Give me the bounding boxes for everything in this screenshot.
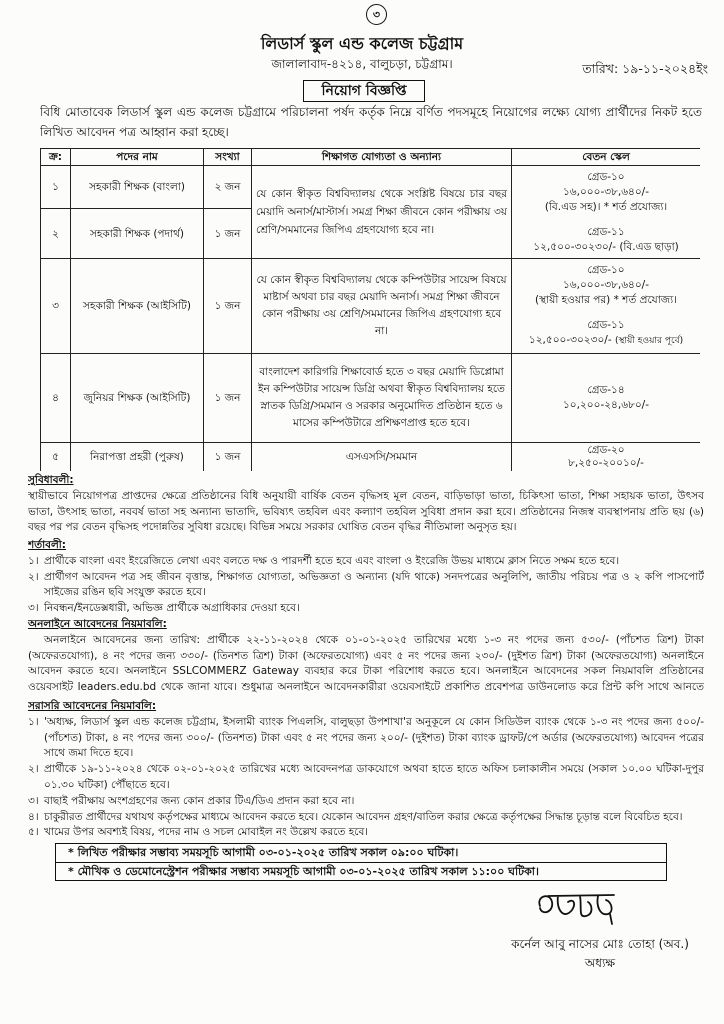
item-number: ১।	[28, 715, 39, 728]
posts-table-wrapper	[40, 148, 700, 471]
intro-paragraph: বিধি মোতাবেক লিডার্স স্কুল এন্ড কলেজ চট্টগ্রামে পরিচালনা পর্ষদ কর্তৃক নিম্নে বর্ণিত পদসমূহে নিয়োগের লক্ষ্যে যোগ্য প্রার্থীদের নিকট হতে লিখিত আবেদন পত্র আহ্বান করা হচ্ছে।	[40, 105, 702, 139]
benefits-section	[28, 473, 704, 537]
item-number: ২।	[28, 570, 39, 583]
salary-grade: গ্রেড-১০	[587, 264, 625, 276]
row-salary-scale	[512, 259, 701, 354]
list-item	[28, 794, 704, 810]
row-serial: ৩	[41, 259, 71, 354]
salary-option	[516, 318, 696, 349]
header-count: সংখ্যা	[204, 149, 252, 166]
signatory-name: কর্নেল আবু নাসের মোঃ তোহা (অব.)	[511, 937, 689, 951]
signatory-designation: অধ্যক্ষ	[584, 956, 616, 970]
benefits-heading: সুবিধাবলী:	[28, 474, 74, 486]
top-mark: ৩	[366, 4, 387, 25]
row-post-name: সহকারী শিক্ষক (আইসিটি)	[71, 259, 204, 354]
list-item	[28, 715, 704, 762]
item-text: প্রার্থীগণ আবেদন পত্র সহ জীবন বৃত্তান্ত, শিক্ষাগত যোগ্যতা, অভিজ্ঞতা ও অন্যান্য (যদি থাকে) সনদপত্রের অনুলিপি, জাতীয় পরিচয় পত্র ও ২ কপি পাসপোর্ট সাইজের রঙিন ছবি সংযুক্ত করতে হবে।	[44, 570, 704, 599]
item-text: প্রার্থীকে বাংলা এবং ইংরেজিতে লেখা এবং বলতে দক্ষ ও পারদর্শী হতে হবে এবং বাংলা ও ইংরেজি উভয় মাধ্যমে ক্লাস নিতে সক্ষম হতে হবে।	[44, 554, 620, 567]
salary-note: (বি.এড সহ)। * শর্ত প্রযোজ্য।	[544, 200, 668, 213]
item-text: নিবন্ধন/ইনডেক্সধারী, অভিজ্ঞ প্রার্থীকে অগ্রাধিকার দেওয়া হবে।	[44, 602, 300, 615]
item-number: ৩।	[28, 602, 39, 615]
item-number: ২।	[28, 763, 39, 776]
salary-grade: গ্রেড-১১	[587, 225, 625, 238]
row-serial: ৪	[41, 354, 71, 443]
salary-range: ১২,৫০০-৩০২৩০/-	[533, 240, 616, 253]
item-text: 'অধ্যক্ষ, লিডার্স স্কুল এন্ড কলেজ চট্টগ্রাম, ইসলামী ব্যাংক পিএলসি, বালুছড়া উপশাখা'র অনুকূলে যে কোন সিডিউল ব্যাংক থেকে ১-৩ নং পদের জন্য ৫০০/- (পাঁচশত) টাকা, ৪ নং পদের জন্য ৩০০/- (তিনশত) টাকা এবং ৫ নং পদের জন্য ২০০/- (দুইশত) টাকা ব্যাংক ড্রাফট/পে অর্ডার (অফেরতযোগ্য) আবেদন পত্রের সাথে জমা দিতে হবে।	[44, 715, 704, 760]
salary-note: (স্থায়ী হওয়ার পূর্বে)	[614, 336, 684, 346]
salary-option	[516, 170, 696, 215]
notice-date: তারিখ: ১৯-১১-২০২৪ইং	[582, 61, 708, 76]
row-post-name: সহকারী শিক্ষক (বাংলা)	[71, 166, 204, 209]
header-serial: ক্র:	[41, 149, 71, 166]
table-row	[41, 443, 701, 472]
salary-range: ১০,২০০-২৪,৬৮০/-	[562, 399, 650, 411]
salary-range: ৮,২৫০-২০০১০/-	[568, 457, 644, 469]
row-count: ১ জন	[204, 354, 252, 443]
row-serial: ১	[41, 166, 71, 209]
row-post-name: নিরাপত্তা প্রহরী (পুরুষ)	[71, 443, 204, 472]
salary-option	[516, 383, 696, 413]
conditions-section	[28, 538, 704, 617]
conditions-heading: শর্তাবলী:	[28, 539, 67, 551]
institution-address: জালালাবাদ-৪২১৪, বালুচড়া, চট্টগ্রাম।	[271, 57, 453, 71]
salary-option	[516, 263, 696, 308]
row-serial: ৫	[41, 443, 71, 472]
table-row	[41, 354, 701, 443]
signature	[528, 886, 628, 934]
item-number: ৩।	[28, 794, 39, 807]
online-rules-heading: অনলাইনে আবেদনের নিয়মাবলি:	[28, 618, 167, 630]
row-qualification: যে কোন স্বীকৃত বিশ্ববিদ্যালয় থেকে কম্পিউটার সায়েন্স বিষয়ে মাষ্টার্স অথবা চার বছর মেয়াদি অনার্স। সমগ্র শিক্ষা জীবনে কোন পরীক্ষায় ৩য় শ্রেণি/সমমানের জিপিএ গ্রহণযোগ্য হবে না।	[252, 259, 512, 354]
row-count: ১ জন	[204, 443, 252, 472]
list-item	[28, 762, 704, 794]
salary-note: (বি.এড ছাড়া)	[619, 240, 679, 253]
row-qualification: বাংলাদেশ কারিগরি শিক্ষাবোর্ড হতে ৩ বছর মেয়াদি ডিপ্লোমা ইন কম্পিউটার সায়েন্স ডিগ্রি অথবা স্বীকৃত বিশ্ববিদ্যালয় হতে স্নাতক ডিগ্রি/সমমান ও সরকার অনুমোদিত প্রতিষ্ঠান হতে ৬ মাসের কম্পিউটারে প্রশিক্ষণপ্রাপ্ত হতে হবে।	[252, 354, 512, 443]
institution-name: লিডার্স স্কুল এন্ড কলেজ চট্টগ্রাম	[260, 34, 464, 53]
row-salary-scale	[512, 443, 701, 472]
salary-range-line	[516, 333, 696, 349]
item-number: ৪।	[28, 810, 39, 823]
list-item	[28, 810, 704, 826]
row-post-name: সহকারী শিক্ষক (পদার্থ)	[71, 209, 204, 259]
table-row	[41, 166, 701, 209]
benefits-text: স্থায়ীভাবে নিয়োগপত্র প্রাপ্তদের ক্ষেত্রে প্রতিষ্ঠানের বিধি অনুযায়ী বার্ষিক বেতন বৃদ্ধিসহ মূল বেতন, বাড়িভাড়া ভাতা, চিকিৎসা ভাতা, শিক্ষা সহায়ক ভাতা, উৎসব ভাতা, উৎসাহ ভাতা, নববর্ষ ভাতা সহ অন্যান্য ভাতাদি, ভবিষ্যৎ তহবিল এবং কল্যাণ তহবিল সুবিধা প্রদান করা হবে। প্রতিষ্ঠানের নিজস্ব ব্যবস্থাপনায় প্রতি ছয় (৬) বছর পর পর বেতন বৃদ্ধিসহ পদোন্নতির সুবিধা রয়েছে। বিভিন্ন সময়ে সরকার ঘোষিত বেতন বৃদ্ধির নীতিমালা অনুসৃত হয়।	[28, 489, 704, 534]
item-text: প্রার্থীকে ১৯-১১-২০২৪ থেকে ০২-০১-২০২৫ তারিখের মধ্যে আবেদনপত্র ডাকযোগে অথবা হাতে হাতে অফিস চলাকালীন সময়ে (সকাল ১০.০০ ঘটিকা-দুপুর ০১.৩০ ঘটিকা) পৌঁছাতে হবে।	[44, 763, 704, 791]
row-count: ২ জন	[204, 166, 252, 209]
row-count: ১ জন	[204, 209, 252, 259]
salary-grade: গ্রেড-২০	[587, 444, 625, 456]
table-row	[41, 259, 701, 354]
salary-range-line	[516, 240, 696, 255]
item-text: খামের উপর অবশ্যই বিষয়, পদের নাম ও সচল মোবাইল নং উল্লেখ করতে হবে।	[44, 826, 369, 839]
posts-table	[40, 148, 700, 471]
header-qualification: শিক্ষাগত যোগ্যতা ও অন্যান্য	[252, 149, 512, 166]
viva-exam-schedule: * মৌখিক ও ডেমোনেস্ট্রেশন পরীক্ষার সম্ভাব্য সময়সূচি আগামী ০৩-০১-২০২৫ তারিখ সকাল ১১:০০ ঘটিকা।	[56, 862, 666, 881]
direct-rules-section	[28, 699, 704, 841]
salary-range: ১২,৫০০-৩০২৩০/-	[528, 334, 612, 346]
header-post-name: পদের নাম	[71, 149, 204, 166]
written-exam-schedule: * লিখিত পরীক্ষার সম্ভাব্য সময়সূচি আগামী ০৩-০১-২০২৫ তারিখ সকাল ০৯:০০ ঘটিকা।	[68, 846, 459, 859]
row-qualification: যে কোন স্বীকৃত বিশ্ববিদ্যালয় থেকে সংশ্লিষ্ট বিষয়ে চার বছর মেয়াদি অনার্স/মাস্টার্স। সমগ্র শিক্ষা জীবনে কোন পরীক্ষায় ৩য় শ্রেণি/সমমানের জিপিএ গ্রহণযোগ্য হবে না।	[252, 166, 512, 259]
salary-grade: গ্রেড-১১	[587, 319, 625, 331]
item-number: ১।	[28, 554, 39, 567]
list-item	[28, 554, 704, 570]
direct-rules-heading: সরাসরি আবেদনের নিয়মাবলি:	[28, 700, 157, 712]
notice-title: নিয়োগ বিজ্ঞপ্তি	[303, 80, 425, 102]
salary-option	[516, 444, 696, 470]
row-qualification: এসএসসি/সমমান	[252, 443, 512, 472]
item-text: চাকুরীরত প্রার্থীদের যথাযথ কর্তৃপক্ষের মাধ্যমে আবেদন করতে হবে। যেকোন আবেদন গ্রহণ/বাতিল করার ক্ষেত্রে কর্তৃপক্ষের সিদ্ধান্ত চূড়ান্ত বলে বিবেচিত হবে।	[44, 810, 683, 823]
salary-option	[516, 225, 696, 255]
list-item	[28, 570, 704, 602]
table-header-row	[41, 149, 701, 166]
row-count: ১ জন	[204, 259, 252, 354]
salary-grade: গ্রেড-১০	[587, 170, 625, 183]
list-item	[28, 825, 704, 841]
list-item	[28, 601, 704, 617]
row-salary-scale	[512, 166, 701, 259]
exam-schedule-box	[55, 843, 667, 881]
item-number: ৫।	[28, 826, 39, 839]
header-salary-scale: বেতন স্কেল	[512, 149, 701, 166]
salary-range: ১৬,০০০-৩৮,৬৪০/-	[562, 279, 650, 291]
online-rules-section	[28, 617, 704, 698]
online-rules-text: অনলাইনে আবেদনের জন্য তারিখ: প্রার্থীকে ২২-১১-২০২৪ থেকে ০১-০১-২০২৫ তারিখের মধ্যে ১-৩ নং পদের জন্য ৫৩০/- (পাঁচশত ত্রিশ) টাকা (অফেরতযোগ্য), ৪ নং পদের জন্য ৩৩০/- (তিনশত ত্রিশ) টাকা (অফেরতযোগ্য) এবং ৫ নং পদের জন্য ২৩০/- (দুইশত ত্রিশ) টাকা (অফেরতযোগ্য) অনলাইনে আবেদন করতে হবে। অনলাইনে SSLCOMMERZ Gateway ব্যবহার করে টাকা পরিশোধ করতে হবে। অনলাইনে আবেদনের সকল নিয়মাবলি প্রতিষ্ঠানের ওয়েবসাইট leaders.edu.bd থেকে জানা যাবে। শুধুমাত্র অনলাইনে আবেদনকারীরা ওয়েবসাইটে প্রকাশিত প্রবেশপত্র ডাউনলোড করে প্রিন্ট কপি সাথে আনতে	[28, 633, 704, 694]
salary-range: ১৬,০০০-৩৮,৬৪০/-	[562, 185, 650, 198]
salary-grade: গ্রেড-১৪	[587, 384, 625, 396]
row-serial: ২	[41, 209, 71, 259]
salary-note: (স্থায়ী হওয়ার পর) * শর্ত প্রযোজ্য।	[535, 294, 677, 306]
row-salary-scale	[512, 354, 701, 443]
row-post-name: জুনিয়র শিক্ষক (আইসিটি)	[71, 354, 204, 443]
item-text: বাছাই পরীক্ষায় অংশগ্রহণের জন্য কোন প্রকার টিএ/ডিএ প্রদান করা হবে না।	[44, 794, 355, 807]
